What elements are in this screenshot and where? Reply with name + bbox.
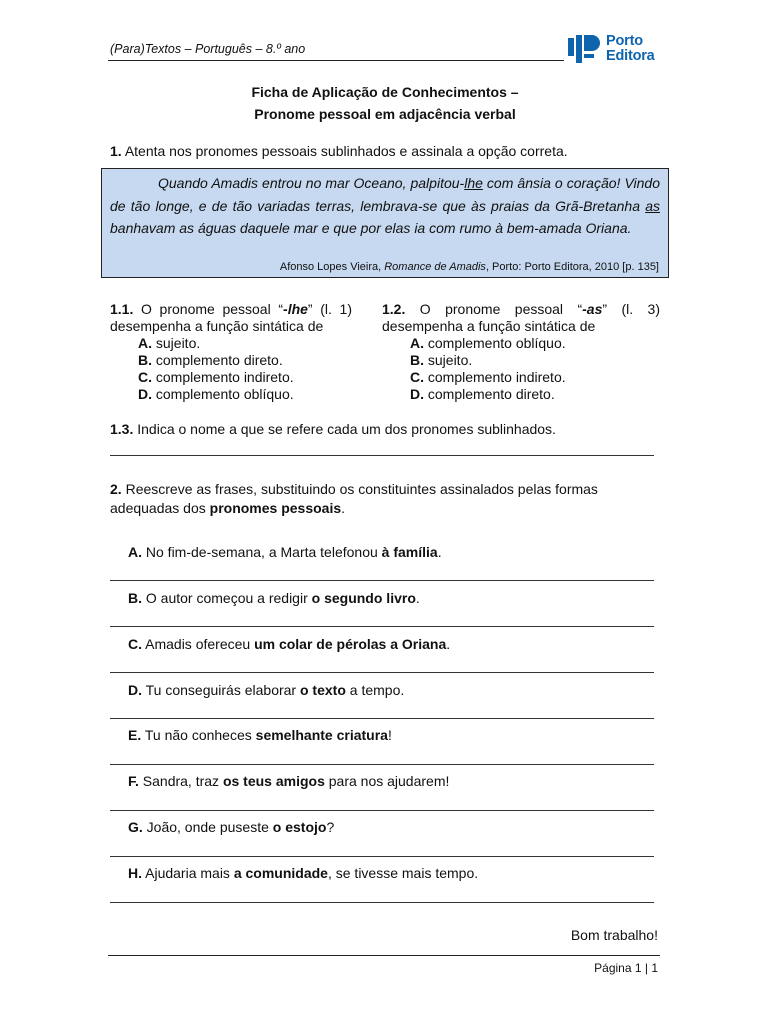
item-emphasis: semelhante criatura <box>255 727 388 743</box>
option-b[interactable] <box>382 352 660 369</box>
source-book-title: Romance de Amadis <box>384 261 486 273</box>
item-text: O autor começou a redigir <box>142 590 312 606</box>
answer-line-1-3[interactable] <box>110 455 654 456</box>
item-text: Tu não conheces <box>141 727 256 743</box>
quote-part-3: banhavam as águas daquele mar e que por elas ia com rumo à bem-amada Oriana. <box>110 220 632 236</box>
answer-line-a[interactable] <box>110 580 654 581</box>
answer-line-g[interactable] <box>110 856 654 857</box>
question-2-text: . <box>341 500 346 516</box>
sentence-h <box>128 865 478 882</box>
item-emphasis: à família <box>381 544 438 560</box>
option-letter: B. <box>410 352 424 368</box>
publisher-logo <box>568 34 668 66</box>
answer-line-b[interactable] <box>110 626 654 627</box>
option-text: complemento oblíquo. <box>152 386 294 402</box>
quote-source <box>280 261 659 273</box>
option-letter: A. <box>410 335 424 351</box>
option-d[interactable] <box>382 386 660 403</box>
stem-part: ” (l. 3) desempenha a função sintática de <box>382 301 660 334</box>
option-letter: A. <box>138 335 152 351</box>
source-publisher: , Porto: Porto Editora, 2010 [p. 135] <box>485 261 659 273</box>
quote-box <box>101 168 669 278</box>
logo-line-2: Editora <box>606 48 655 64</box>
item-text: , se tivesse mais tempo. <box>327 865 479 881</box>
question-1-instruction <box>110 143 568 160</box>
option-text: complemento direto. <box>152 352 283 368</box>
item-emphasis: um colar de pérolas a Oriana <box>254 636 447 652</box>
stem-part: ” (l. 1) desempenha a função sintática de <box>110 301 352 334</box>
option-text: complemento indireto. <box>424 369 566 385</box>
answer-line-e[interactable] <box>110 764 654 765</box>
option-c[interactable] <box>382 369 660 386</box>
page-number: Página 1 | 1 <box>594 961 658 975</box>
stem-part: O pronome pessoal “ <box>405 301 583 317</box>
option-letter: C. <box>410 369 424 385</box>
footer-divider <box>108 955 660 956</box>
item-text: Sandra, traz <box>138 773 223 789</box>
option-text: complemento oblíquo. <box>424 335 566 351</box>
item-letter: A. <box>128 544 142 560</box>
underlined-pronoun-as: as <box>645 197 660 214</box>
item-text: a tempo. <box>345 682 405 698</box>
porto-editora-logo-icon <box>568 34 600 64</box>
option-letter: B. <box>138 352 152 368</box>
item-text: Ajudaria mais <box>142 865 234 881</box>
quote-part-1: Quando Amadis entrou no mar Oceano, palpitou- <box>158 175 465 191</box>
question-1-1-stem <box>110 301 352 335</box>
pronoun-lhe: -lhe <box>283 301 308 317</box>
item-text: para nos ajudarem! <box>324 773 450 789</box>
question-1-1 <box>110 301 352 403</box>
question-1-2-number: 1.2. <box>382 301 406 317</box>
answer-line-f[interactable] <box>110 810 654 811</box>
option-d[interactable] <box>110 386 352 403</box>
stem-part: O pronome pessoal “ <box>133 301 284 317</box>
worksheet-title: Ficha de Aplicação de Conhecimentos – <box>251 84 519 100</box>
item-text: Amadis ofereceu <box>142 636 255 652</box>
item-letter: G. <box>128 819 143 835</box>
option-letter: D. <box>410 386 424 402</box>
option-a[interactable] <box>110 335 352 352</box>
question-2-number: 2. <box>110 481 122 497</box>
item-emphasis: o segundo livro <box>311 590 416 606</box>
question-2-emphasis: pronomes pessoais <box>209 500 342 516</box>
option-text: complemento direto. <box>424 386 555 402</box>
header-divider <box>108 60 564 61</box>
item-emphasis: o estojo <box>272 819 327 835</box>
option-text: sujeito. <box>424 352 473 368</box>
question-1-1-number: 1.1. <box>110 301 134 317</box>
question-1-3-text: Indica o nome a que se refere cada um dos pronomes sublinhados. <box>133 421 556 437</box>
question-2-text: Reescreve as frases, substituindo os constituintes assinalados pelas formas adequadas dos <box>110 481 598 516</box>
option-c[interactable] <box>110 369 352 386</box>
option-letter: D. <box>138 386 152 402</box>
underlined-pronoun-lhe: lhe <box>464 175 483 191</box>
answer-line-d[interactable] <box>110 718 654 719</box>
option-text: complemento indireto. <box>152 369 294 385</box>
header-course-text: (Para)Textos – Português – 8.º ano <box>110 42 306 56</box>
question-1-text: Atenta nos pronomes pessoais sublinhados e assinala a opção correta. <box>124 143 568 159</box>
question-2-instruction <box>110 480 660 518</box>
sentence-g <box>128 819 334 836</box>
item-text: No fim-de-semana, a Marta telefonou <box>142 544 382 560</box>
item-emphasis: os teus amigos <box>222 773 325 789</box>
item-text: João, onde puseste <box>142 819 273 835</box>
sentence-d <box>128 682 404 699</box>
item-emphasis: a comunidade <box>233 865 328 881</box>
item-text: ? <box>326 819 335 835</box>
item-text: Tu conseguirás elaborar <box>142 682 300 698</box>
item-letter: E. <box>128 727 142 743</box>
option-b[interactable] <box>110 352 352 369</box>
sentence-e <box>128 727 392 744</box>
quote-text <box>110 172 660 240</box>
question-1-number: 1. <box>110 143 122 159</box>
question-1-2 <box>382 301 660 403</box>
option-letter: C. <box>138 369 152 385</box>
item-text: ! <box>387 727 392 743</box>
source-author: Afonso Lopes Vieira, <box>279 261 385 273</box>
item-letter: C. <box>128 636 142 652</box>
item-text: . <box>437 544 442 560</box>
answer-line-h[interactable] <box>110 902 654 903</box>
answer-line-c[interactable] <box>110 672 654 673</box>
question-1-3-number: 1.3. <box>110 421 134 437</box>
question-1-2-stem <box>382 301 660 335</box>
item-letter: B. <box>128 590 142 606</box>
quote-part-2: com ânsia o coração! Vindo de tão longe, e de tão variadas terras, lembrava-se que às praias da Grã-Bretanha <box>110 175 661 214</box>
option-a[interactable] <box>382 335 660 352</box>
closing-message: Bom trabalho! <box>570 927 658 943</box>
option-text: sujeito. <box>152 335 201 351</box>
logo-wordmark <box>606 34 655 64</box>
item-letter: D. <box>128 682 142 698</box>
sentence-a <box>128 544 442 561</box>
sentence-b <box>128 590 420 607</box>
sentence-c <box>128 636 450 653</box>
pronoun-as: -as <box>582 301 603 317</box>
item-letter: H. <box>128 865 142 881</box>
item-text: . <box>446 636 451 652</box>
question-1-3 <box>110 421 556 438</box>
item-letter: F. <box>128 773 139 789</box>
item-text: . <box>415 590 420 606</box>
logo-line-1: Porto <box>606 33 643 49</box>
worksheet-subtitle: Pronome pessoal em adjacência verbal <box>254 106 516 122</box>
item-emphasis: o texto <box>299 682 346 698</box>
sentence-f <box>128 773 449 790</box>
